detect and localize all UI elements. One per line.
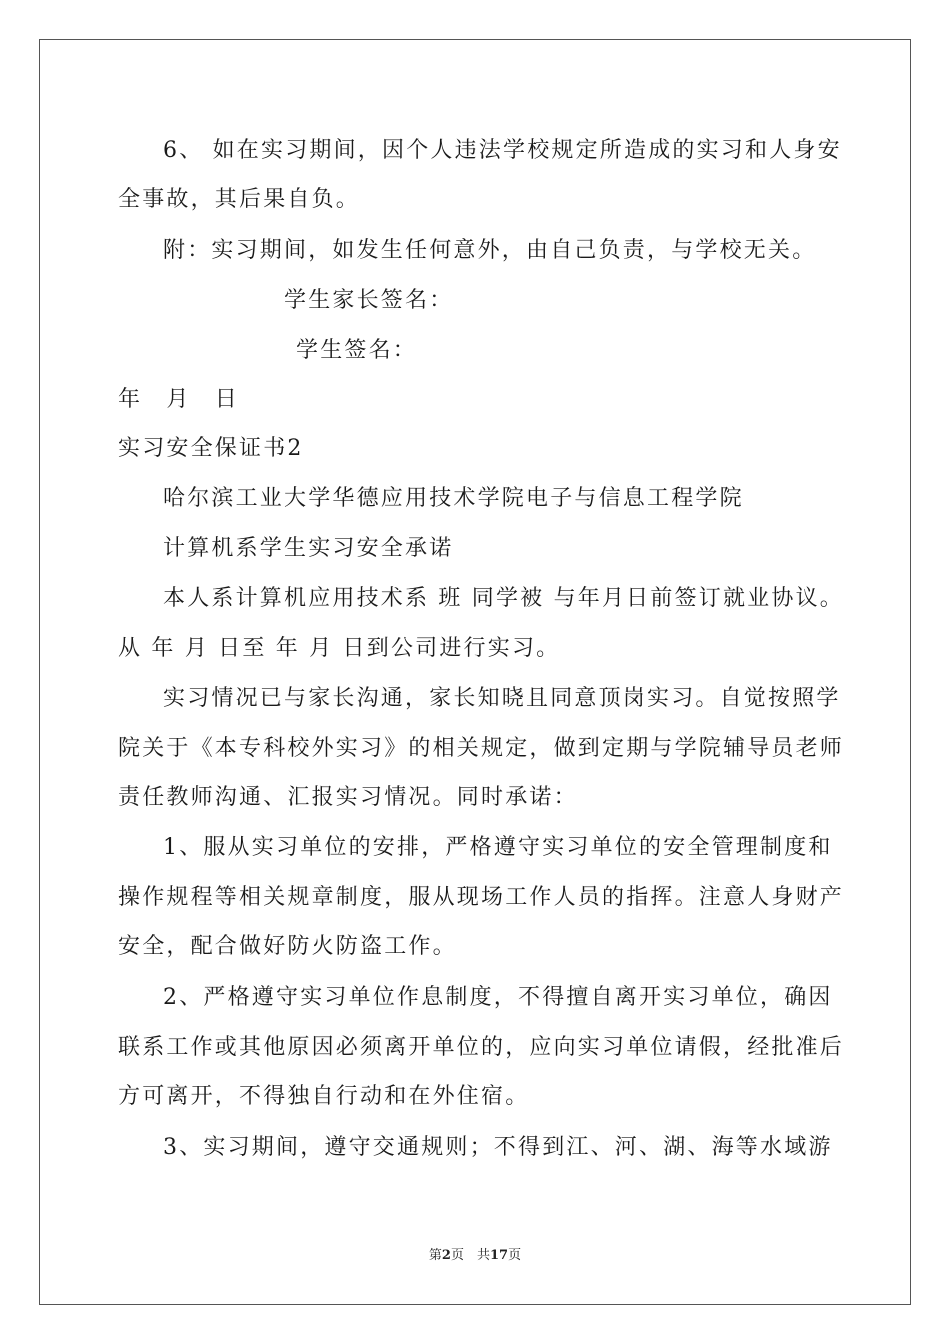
text-line: 操作规程等相关规章制度，服从现场工作人员的指挥。注意人身财产 bbox=[118, 885, 845, 910]
text-line: 本人系计算机应用技术系 班 同学被 与年月日前签订就业协议。 bbox=[163, 586, 844, 611]
text-line: 方可离开，不得独自行动和在外住宿。 bbox=[118, 1084, 530, 1109]
text-line: 从 年 月 日至 年 月 日到公司进行实习。 bbox=[118, 636, 561, 661]
document-subtitle: 计算机系学生实习安全承诺 bbox=[163, 536, 454, 561]
text-line: 6、 如在实习期间，因个人违法学校规定所造成的实习和人身安 bbox=[163, 138, 842, 163]
text-line: 联系工作或其他原因必须离开单位的，应向实习单位请假，经批准后 bbox=[118, 1035, 845, 1060]
footer-mid: 页 共 bbox=[450, 1248, 490, 1263]
date-line: 年 月 日 bbox=[118, 387, 240, 412]
institution-name: 哈尔滨工业大学华德应用技术学院电子与信息工程学院 bbox=[163, 486, 744, 511]
footer-suffix: 页 bbox=[508, 1248, 522, 1263]
total-page-count: 17 bbox=[489, 1248, 509, 1263]
text-line: 1、服从实习单位的安排，严格遵守实习单位的安全管理制度和 bbox=[163, 835, 833, 860]
text-line: 实习情况已与家长沟通，家长知晓且同意顶岗实习。自觉按照学 bbox=[163, 686, 841, 711]
student-signature-label: 学生签名： bbox=[296, 338, 418, 363]
page-footer bbox=[0, 1247, 950, 1265]
footer-prefix: 第 bbox=[428, 1248, 442, 1263]
text-line: 全事故，其后果自负。 bbox=[118, 187, 361, 212]
current-page-number: 2 bbox=[441, 1248, 451, 1263]
parent-signature-label: 学生家长签名： bbox=[284, 288, 454, 313]
text-line: 附：实习期间，如发生任何意外，由自己负责，与学校无关。 bbox=[163, 238, 817, 263]
text-line: 院关于《本专科校外实习》的相关规定，做到定期与学院辅导员老师 bbox=[118, 736, 845, 761]
text-line: 安全，配合做好防火防盗工作。 bbox=[118, 934, 457, 959]
text-line: 3、实习期间，遵守交通规则；不得到江、河、湖、海等水域游 bbox=[163, 1135, 833, 1160]
text-line: 2、严格遵守实习单位作息制度，不得擅自离开实习单位，确因 bbox=[163, 985, 833, 1010]
section-title: 实习安全保证书2 bbox=[118, 436, 304, 461]
text-line: 责任教师沟通、汇报实习情况。同时承诺： bbox=[118, 785, 578, 810]
page-frame bbox=[39, 39, 911, 1305]
